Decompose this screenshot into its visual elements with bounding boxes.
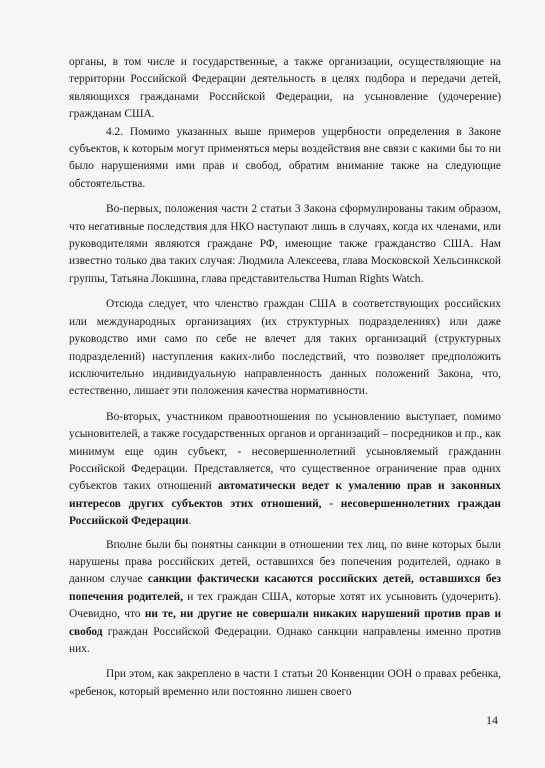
paragraph-1-text: органы, в том числе и государственные, а также организации, осуществляющие на территории Российской Федерации деятельность в целях подбора и передачи детей, являющихся гражданами Российской Федерации, на усыновление (удочерение) гражданам США.: [69, 56, 501, 121]
paragraph-convention: [69, 666, 501, 701]
paragraph-secondly-text: Во-вторых, участником правоотношения по усыновлению выступает, помимо усыновителей, а также государственных органов и организаций – посредников и пр., как минимум еще один субъект, - несовершеннолетний усыновляемый гражданин Российской Федерации. Представляется, что существенное ограничение прав одних субъектов таких отношений: [69, 410, 501, 493]
paragraph-sanctions-text-1: Вполне были бы понятны санкции в отношении тех лиц, по вине которых были нарушены права российских детей, оставшихся без попечения родителей, однако в данном случае: [69, 538, 501, 586]
paragraph-convention-text: При этом, как закреплено в части 1 статьи 20 Конвенции ООН о правах ребенка, «ребенок, который временно или постоянно лишен своего: [69, 668, 501, 698]
paragraph-4-2: [69, 124, 501, 194]
paragraph-consequence: [69, 296, 501, 400]
paragraph-secondly: [69, 409, 501, 531]
page-number: 14: [486, 713, 498, 727]
paragraph-sanctions-text-2: и тех граждан США, которые хотят их усыновить (удочерить). Очевидно, что: [69, 590, 501, 621]
paragraph-sanctions-emphasis-1: санкции фактически касаются российских детей, оставшихся без попечения родителей,: [69, 573, 501, 603]
paragraph-sanctions-emphasis-2: ни те, ни другие не совершали никаких нарушений против прав и свобод: [69, 608, 502, 638]
paragraph-1: [69, 54, 501, 124]
paragraph-sanctions: [69, 537, 501, 659]
paragraph-sanctions-text-3: граждан Российской Федерации. Однако санкции направлены именно против них.: [69, 625, 501, 655]
paragraph-firstly-text: Во-первых, положения части 2 статьи 3 Закона сформулированы таким образом, что негативные последствия для НКО наступают лишь в случаях, когда их членами, или руководителями являются граждане РФ, имеющие также гражданство США. Нам известно только два таких случая: Людмила Алексеева, глава Московской Хельсинкской группы, Татьяна Локшина, глава представительства Human Rights Watch.: [69, 203, 501, 285]
paragraph-firstly: [69, 201, 501, 288]
paragraph-secondly-emphasis: автоматически ведет к умалению прав и законных интересов других субъектов этих отношений, - несовершеннолетних граждан Российской Федерации: [69, 480, 501, 528]
paragraph-4-2-text: 4.2. Помимо указанных выше примеров ущербности определения в Законе субъектов, к которым могут применяться меры воздействия вне связи с какими бы то ни было нарушениями ими прав и свобод, обратим внимание также на следующие обстоятельства.: [69, 125, 501, 190]
paragraph-secondly-end: .: [188, 515, 192, 528]
document-body: [69, 54, 501, 701]
paragraph-consequence-text: Отсюда следует, что членство граждан США в соответствующих российских или международных организациях (их структурных подразделениях) или даже руководство ими само по себе не влечет для таких организаций (структурных подразделений) наступления каких-либо последствий, что позволяет предположить исключительно индивидуальную направленность данных положений Закона, что, естественно, лишает эти положения качества нормативности.: [69, 298, 501, 398]
